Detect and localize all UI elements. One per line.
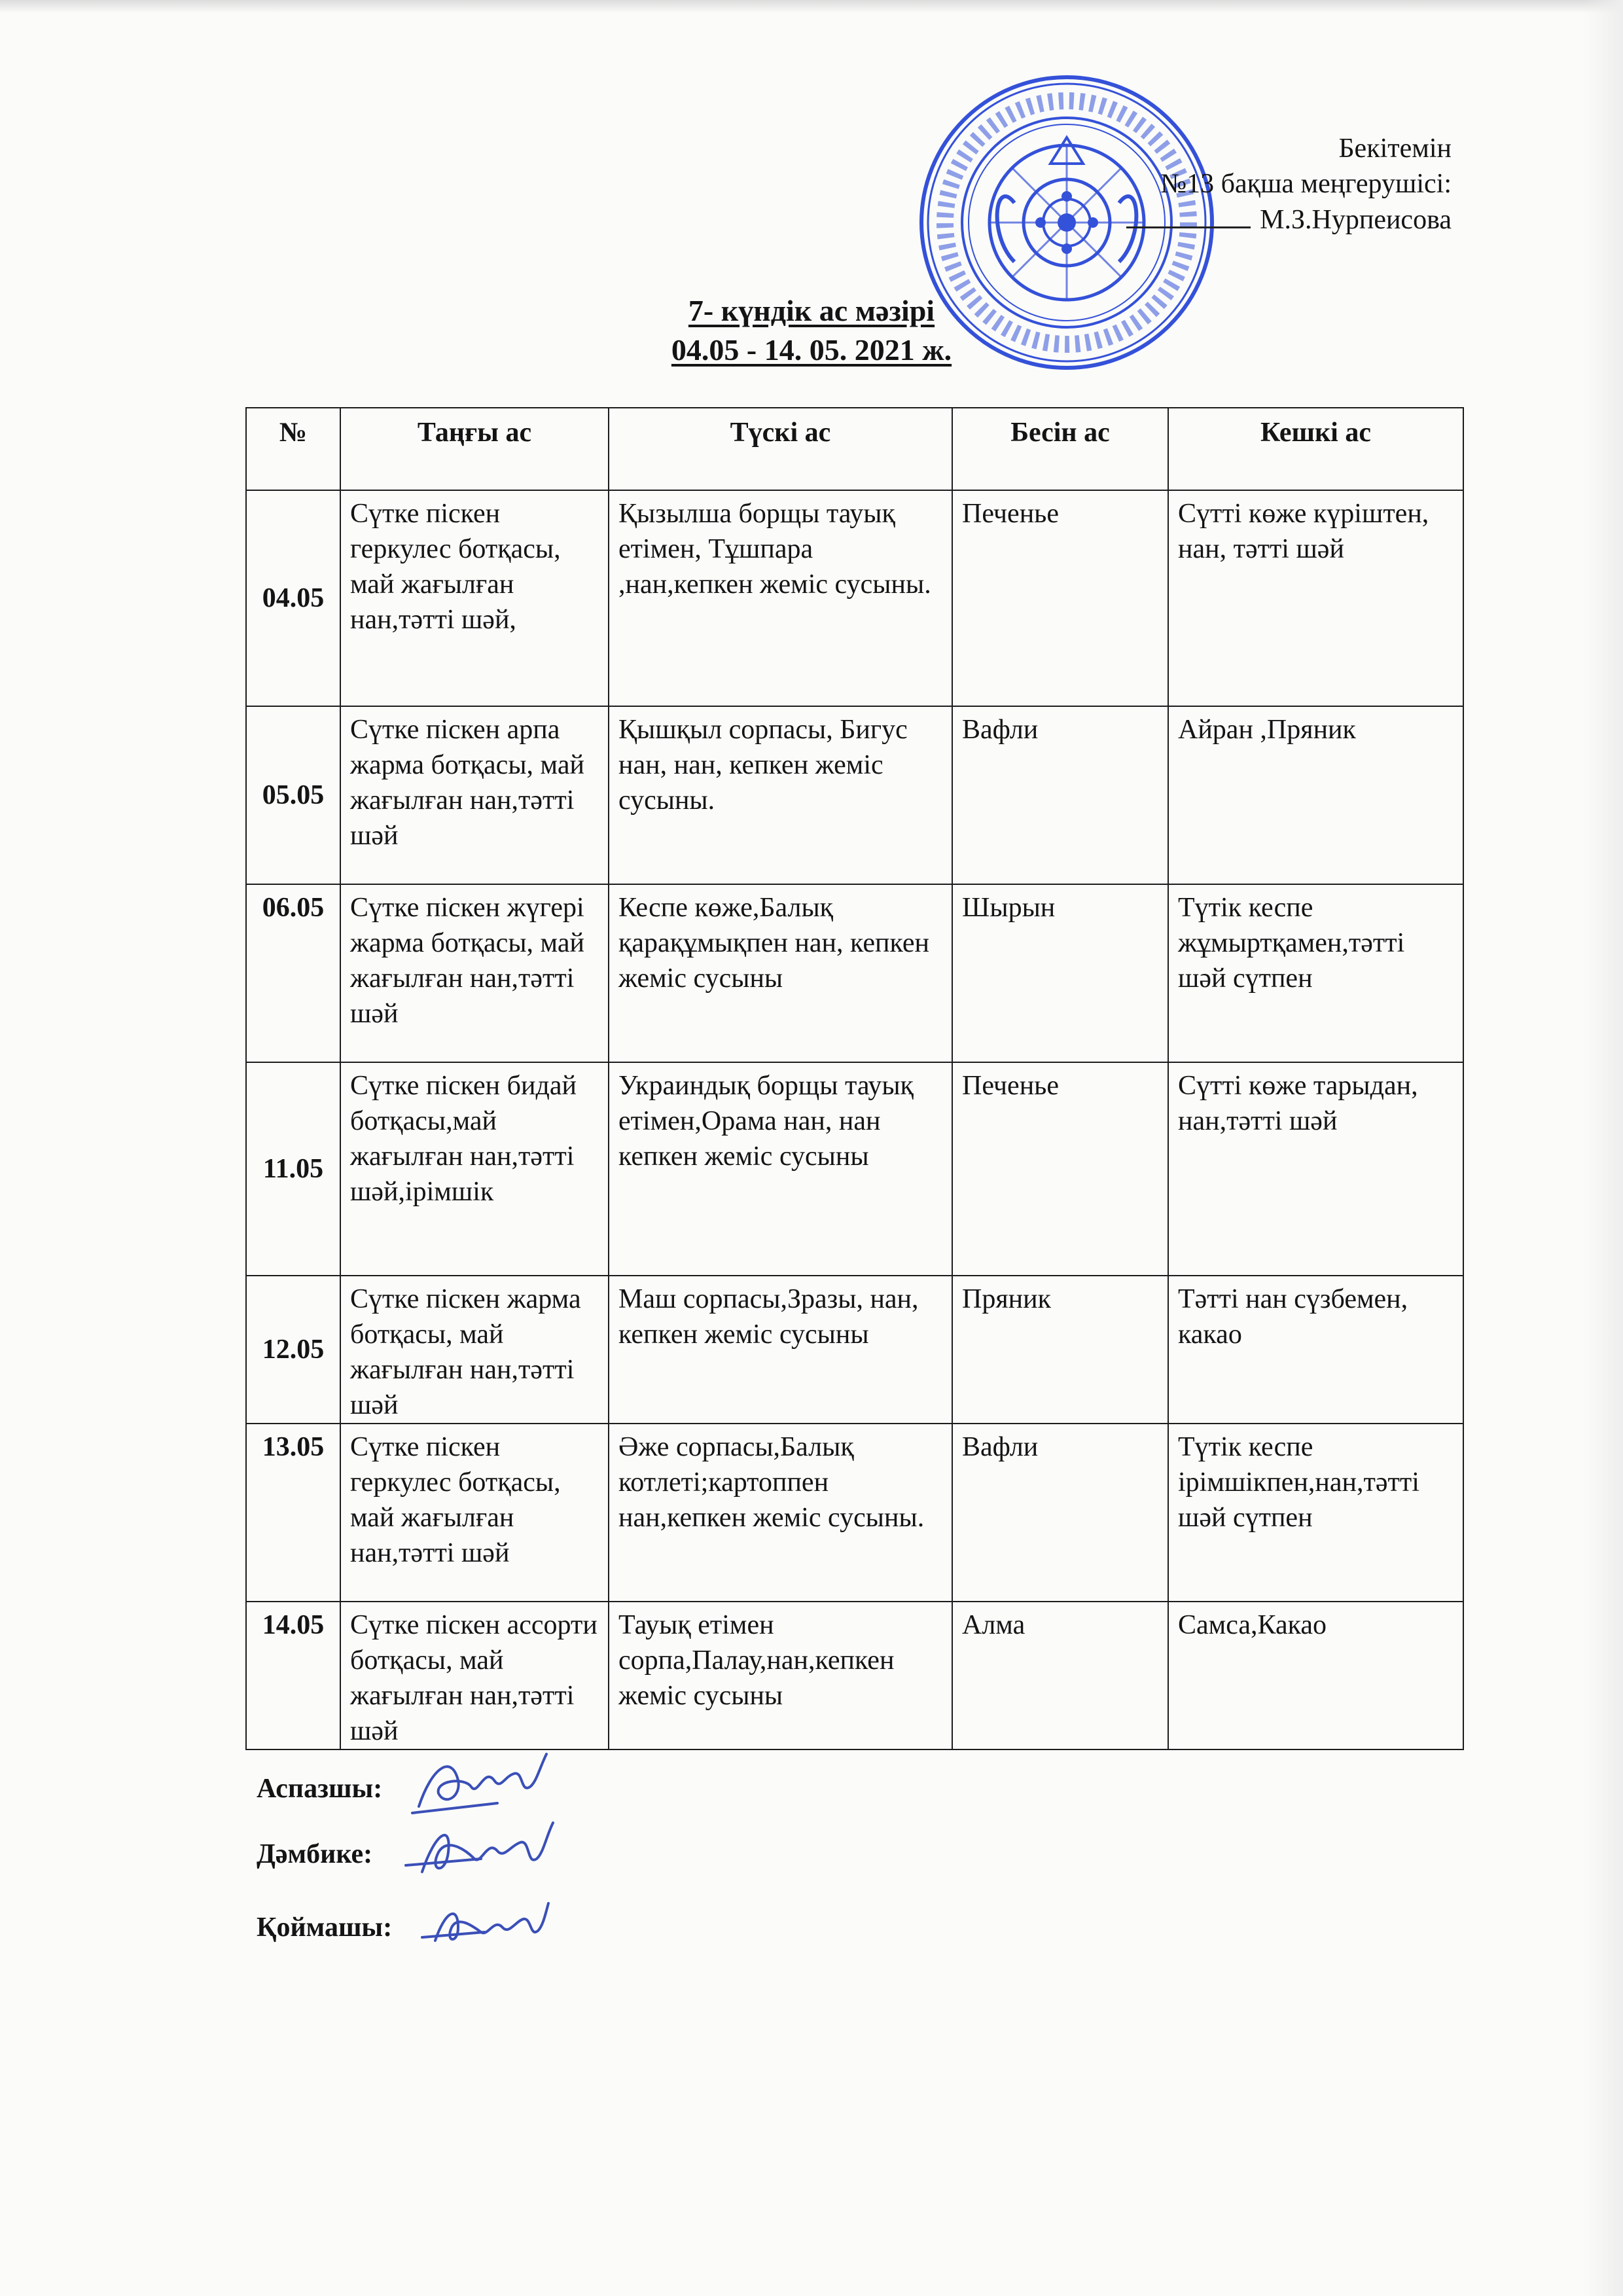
header-breakfast: Таңғы ас	[340, 408, 609, 490]
cell-dinner: Айран ,Пряник	[1168, 706, 1463, 884]
cell-breakfast: Сүтке піскен арпа жарма ботқасы, май жағылған нан,тәтті шәй	[340, 706, 609, 884]
header-dinner: Кешкі ас	[1168, 408, 1463, 490]
table-row	[246, 884, 1463, 1062]
cell-snack: Шырын	[952, 884, 1168, 1062]
table-row	[246, 1062, 1463, 1276]
nurse-signature-icon	[402, 1813, 560, 1892]
header-number: №	[246, 408, 340, 490]
cell-lunch: Кеспе көже,Балық қарақұмықпен нан, кепкен жеміс сусыны	[609, 884, 952, 1062]
signoff-storekeeper-label: Қоймашы:	[257, 1912, 393, 1943]
table-row	[246, 706, 1463, 884]
cell-dinner: Түтік кеспе жұмыртқамен,тәтті шәй сүтпен	[1168, 884, 1463, 1062]
row-date: 13.05	[246, 1424, 340, 1602]
cell-snack: Пряник	[952, 1276, 1168, 1424]
menu-title-dates: 04.05 - 14. 05. 2021 ж.	[671, 333, 952, 367]
cell-breakfast: Сүтке піскен бидай ботқасы,май жағылған нан,тәтті шәй,ірімшік	[340, 1062, 609, 1276]
signoff-cook-label: Аспазшы:	[257, 1774, 383, 1804]
cell-breakfast: Сүтке піскен геркулес ботқасы, май жағылған нан,тәтті шәй,	[340, 490, 609, 706]
cell-dinner: Сүтті көже тарыдан, нан,тәтті шәй	[1168, 1062, 1463, 1276]
signature-blank	[1126, 202, 1251, 228]
cell-dinner: Түтік кеспе ірімшікпен,нан,тәтті шәй сүтпен	[1168, 1424, 1463, 1602]
cell-dinner: Сүтті көже күріштен, нан, тәтті шәй	[1168, 490, 1463, 706]
cell-breakfast: Сүтке піскен жүгері жарма ботқасы, май жағылған нан,тәтті шәй	[340, 884, 609, 1062]
cell-snack: Вафли	[952, 1424, 1168, 1602]
storekeeper-signature-icon	[419, 1892, 550, 1957]
approval-title: Бекітемін	[1338, 134, 1452, 164]
table-row	[246, 1602, 1463, 1749]
row-date: 05.05	[246, 706, 340, 884]
cell-breakfast: Сүтке піскен ассорти ботқасы, май жағылған нан,тәтті шәй	[340, 1602, 609, 1749]
cell-snack: Алма	[952, 1602, 1168, 1749]
cell-lunch: Қызылша борщы тауық етімен, Тұшпара ,нан,кепкен жеміс сусыны.	[609, 490, 952, 706]
row-date: 06.05	[246, 884, 340, 1062]
cell-snack: Печенье	[952, 490, 1168, 706]
row-date: 14.05	[246, 1602, 340, 1749]
approval-block	[954, 131, 1452, 238]
row-date: 04.05	[246, 490, 340, 706]
table-header-row	[246, 408, 1463, 490]
table-row	[246, 490, 1463, 706]
cell-lunch: Әже сорпасы,Балық котлеті;картоппен нан,кепкен жеміс сусыны.	[609, 1424, 952, 1602]
menu-title-line1: 7- күндік ас мәзірі	[688, 294, 935, 327]
row-date: 11.05	[246, 1062, 340, 1276]
cell-lunch: Маш сорпасы,Зразы, нан, кепкен жеміс сусыны	[609, 1276, 952, 1424]
signoff-nurse-label: Дәмбике:	[257, 1839, 373, 1869]
row-date: 12.05	[246, 1276, 340, 1424]
cell-breakfast: Сүтке піскен геркулес ботқасы, май жағылған нан,тәтті шәй	[340, 1424, 609, 1602]
page-top-shadow	[0, 0, 1623, 13]
table-row	[246, 1424, 1463, 1602]
header-snack: Бесін ас	[952, 408, 1168, 490]
approval-signature-line	[954, 202, 1452, 238]
menu-table	[245, 407, 1464, 1750]
cell-dinner: Тәтті нан сүзбемен, какао	[1168, 1276, 1463, 1424]
cell-dinner: Самса,Какао	[1168, 1602, 1463, 1749]
cell-snack: Печенье	[952, 1062, 1168, 1276]
cell-breakfast: Сүтке піскен жарма ботқасы, май жағылған нан,тәтті шәй	[340, 1276, 609, 1424]
cell-lunch: Қышқыл сорпасы, Бигус нан, нан, кепкен жеміс сусыны.	[609, 706, 952, 884]
cell-lunch: Украиндық борщы тауық етімен,Орама нан, нан кепкен жеміс сусыны	[609, 1062, 952, 1276]
cell-lunch: Тауық етімен сорпа,Палау,нан,кепкен жеміс сусыны	[609, 1602, 952, 1749]
approval-name: М.З.Нурпеисова	[1260, 205, 1452, 235]
approval-position: №13 бақша меңгерушісі:	[1160, 169, 1452, 199]
menu-title	[0, 291, 1623, 370]
header-lunch: Түскі ас	[609, 408, 952, 490]
cell-snack: Вафли	[952, 706, 1168, 884]
table-row	[246, 1276, 1463, 1424]
